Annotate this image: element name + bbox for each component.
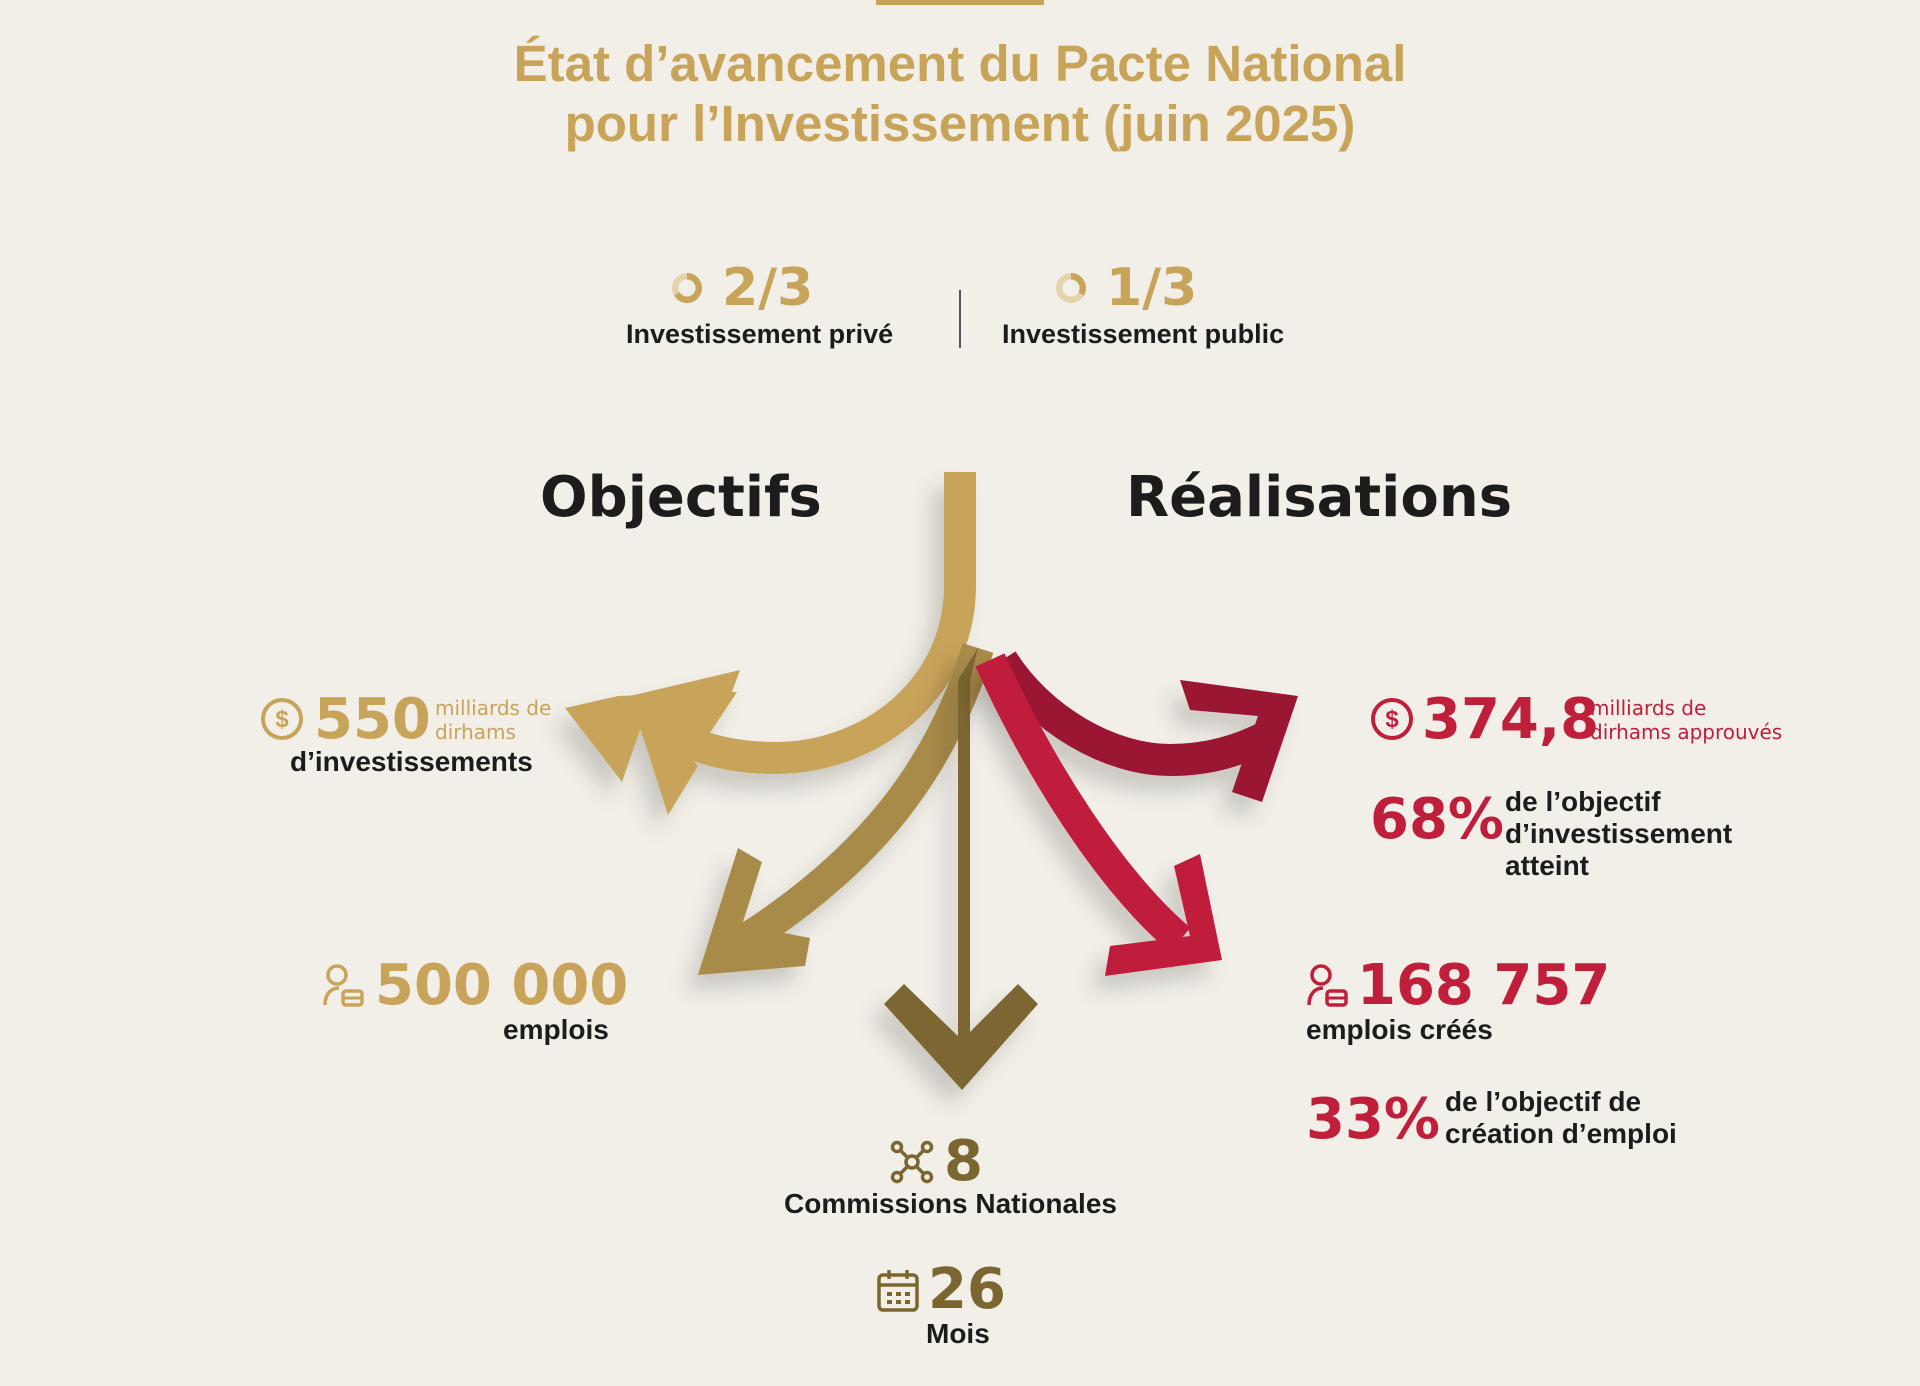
achievement-investment-percent: 68%: [1370, 787, 1505, 852]
title-line-2: pour l’Investissement (juin 2025): [564, 95, 1356, 152]
private-share-label: Investissement privé: [626, 319, 894, 349]
person-briefcase-icon: [322, 963, 366, 1011]
achievement-investment-percent-label: de l’objectif d’investissement atteint: [1505, 786, 1733, 881]
public-share-value: 1/3: [1106, 258, 1198, 318]
objective-jobs-label: emplois: [503, 1014, 609, 1045]
achievement-investment-unit: milliards de dirhams approuvés: [1590, 696, 1783, 744]
achievement-investment-value: 374,8: [1422, 687, 1600, 752]
achievements-title: Réalisations: [1126, 465, 1513, 530]
svg-text:$: $: [1385, 706, 1399, 733]
achievement-jobs-value: 168 757: [1357, 953, 1611, 1018]
duration-label: Mois: [926, 1318, 990, 1349]
objective-investment-value: 550: [314, 687, 431, 752]
objective-investment-arrow: [565, 472, 960, 815]
svg-text:$: $: [275, 706, 289, 733]
commissions-value: 8: [944, 1129, 983, 1194]
objective-investment-unit: milliards de dirhams: [435, 696, 552, 744]
private-share-value: 2/3: [722, 258, 814, 318]
network-nodes-icon: [890, 1140, 934, 1184]
calendar-icon: [876, 1268, 920, 1314]
achievement-jobs-percent: 33%: [1306, 1087, 1441, 1152]
objectives-title: Objectifs: [540, 465, 822, 530]
person-briefcase-icon: [1306, 963, 1350, 1011]
duration-value: 26: [928, 1257, 1006, 1322]
public-share-label: Investissement public: [1002, 319, 1285, 349]
objective-jobs-value: 500 000: [375, 953, 629, 1018]
dollar-coin-icon: [260, 697, 304, 741]
achievement-jobs-arrow: [990, 660, 1222, 976]
achievement-jobs-label: emplois créés: [1306, 1014, 1493, 1045]
achievement-jobs-percent-label: de l’objectif de création d’emploi: [1445, 1086, 1677, 1149]
title-line-1: État d’avancement du Pacte National: [513, 35, 1407, 92]
dollar-coin-icon: [1370, 697, 1414, 741]
commissions-label: Commissions Nationales: [784, 1188, 1117, 1219]
objective-investment-label: d’investissements: [290, 746, 533, 777]
